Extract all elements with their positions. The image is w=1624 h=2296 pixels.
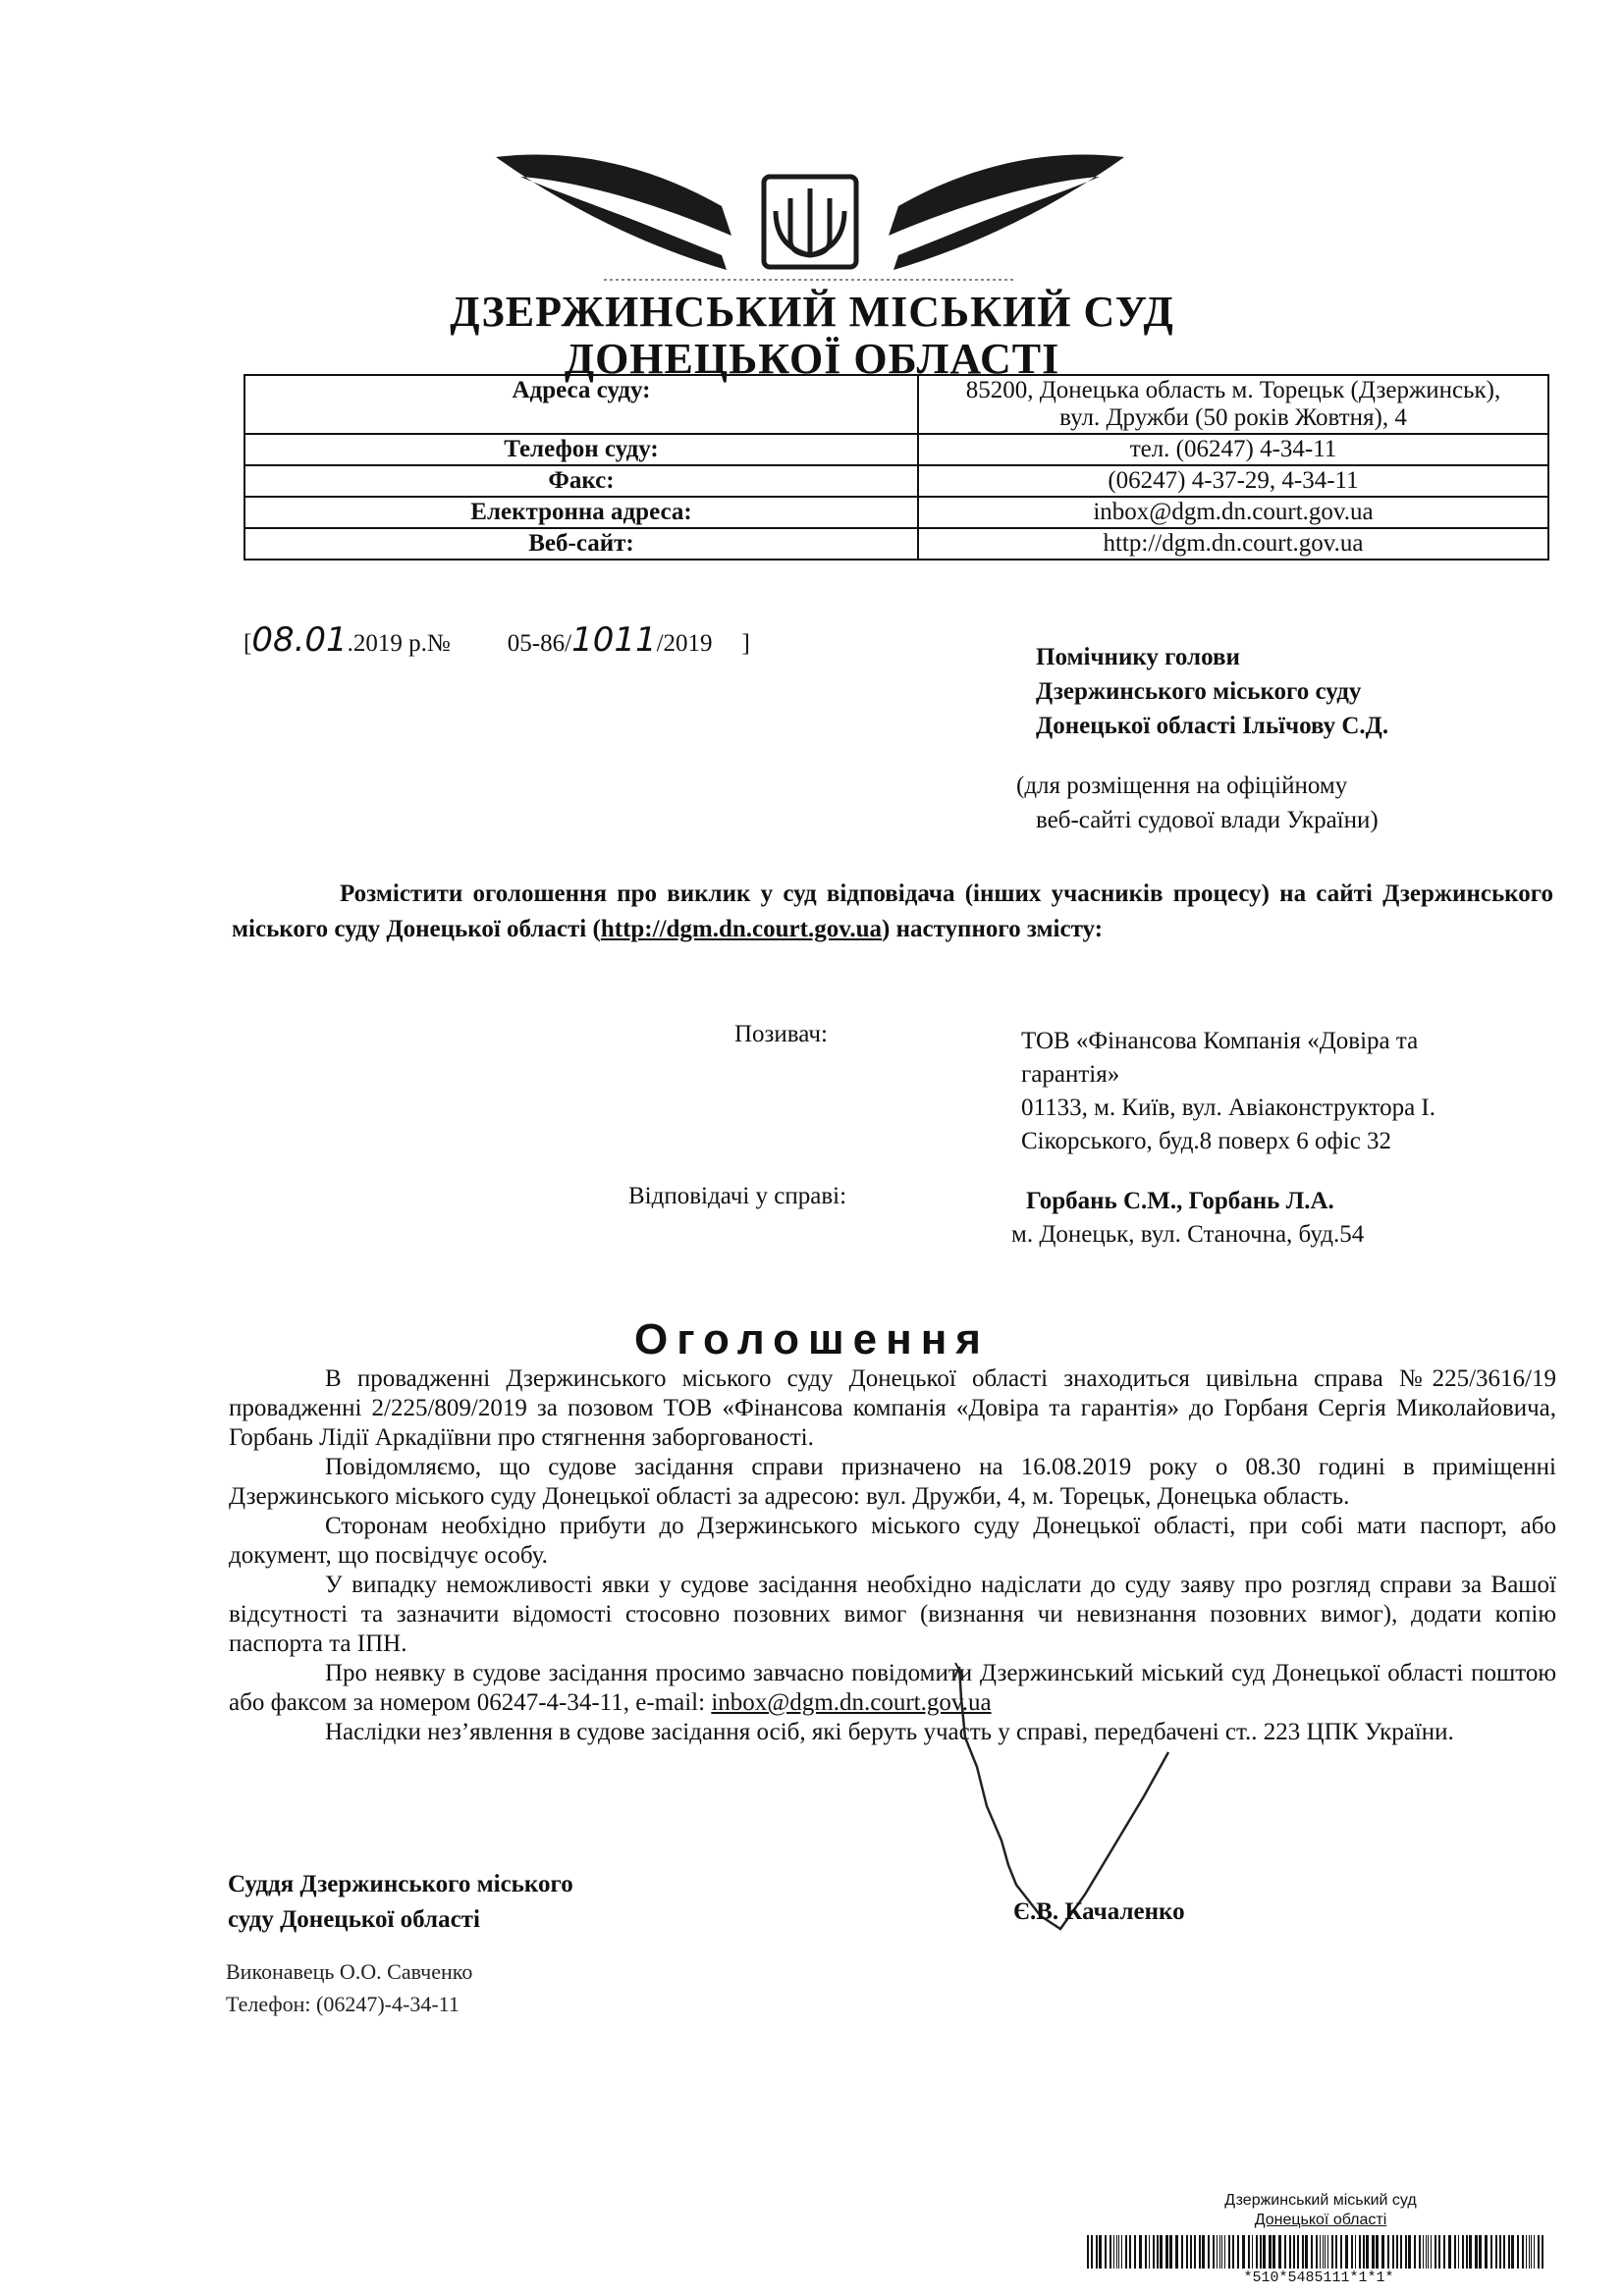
executor-name: Виконавець О.О. Савченко bbox=[226, 1959, 473, 1984]
website-label: Веб-сайт: bbox=[244, 528, 918, 560]
defendants-details bbox=[1011, 1185, 1364, 1252]
announcement-title: Оголошення bbox=[634, 1315, 990, 1363]
defendants-label: Відповідачі у справі: bbox=[628, 1183, 847, 1209]
defendants-address: м. Донецьк, вул. Станочна, буд.54 bbox=[1011, 1221, 1365, 1248]
plaintiff-line3: 01133, м. Київ, вул. Авіаконструктора І. bbox=[1021, 1095, 1436, 1121]
ref-number-handwritten: 1011 bbox=[571, 620, 657, 660]
announcement-paragraph-hearing: Повідомляємо, що судове засідання справи призначено на 16.08.2019 року о 08.30 годині в приміщенні Дзержинського міського суду Донецької області за адресою: вул. Дружби, 4, м. Торецьк, Донецька область. bbox=[229, 1454, 1556, 1510]
ref-number-prefix: 05-86/ bbox=[507, 630, 572, 657]
announcement-paragraph-notice bbox=[229, 1659, 1556, 1718]
ref-number-suffix: /2019 bbox=[656, 630, 713, 657]
barcode-icon bbox=[1087, 2235, 1550, 2269]
announcement-paragraph-attendance: Сторонам необхідно прибути до Дзержинського міського суду Донецької області, при собі мати паспорт, або документ, що посвідчує особу. bbox=[229, 1513, 1556, 1569]
announcement-paragraph-consequences: Наслідки нез’явлення в судове засідання осіб, які беруть участь у справі, передбачені ст.. 223 ЦПК України. bbox=[325, 1719, 1454, 1745]
fax-value: (06247) 4-37-29, 4-34-11 bbox=[918, 465, 1548, 497]
addressee-note-line1: (для розміщення на офіційному bbox=[1016, 773, 1348, 799]
addressee-note bbox=[1016, 769, 1379, 837]
contacts-row-email bbox=[244, 497, 1548, 528]
court-name-line1: ДЗЕРЖИНСЬКИЙ МІСЬКИЙ СУД bbox=[450, 288, 1174, 336]
announcement-paragraph-absence: У випадку неможливості явки у судове засідання необхідно надіслати до суду заяву про розгляд справи за Вашої відсутності та зазначити відомості стосовно позовних вимог (визнання чи невизнання позовних вимог), додати копію паспорта та ІПН. bbox=[229, 1572, 1556, 1657]
judge-title bbox=[228, 1867, 573, 1938]
plaintiff-line2: гарантія» bbox=[1021, 1061, 1120, 1088]
judge-title-line1: Суддя Дзержинського міського bbox=[228, 1871, 573, 1897]
plaintiff-line4: Сікорського, буд.8 поверх 6 офіс 32 bbox=[1021, 1128, 1392, 1154]
addressee-line1: Помічнику голови bbox=[1036, 644, 1240, 670]
stamp-court-line1: Дзержинський міський суд bbox=[1224, 2192, 1417, 2209]
address-value bbox=[918, 375, 1548, 434]
ref-open-bracket: [ bbox=[244, 630, 252, 657]
addressee-block bbox=[1036, 640, 1388, 743]
registration-stamp bbox=[1208, 2191, 1434, 2230]
phone-label: Телефон суду: bbox=[244, 434, 918, 465]
address-label: Адреса суду: bbox=[244, 375, 918, 434]
plaintiff-line1: ТОВ «Фінансова Компанія «Довіра та bbox=[1021, 1028, 1419, 1054]
defendants-names: Горбань С.М., Горбань Л.А. bbox=[1026, 1188, 1334, 1214]
fax-label: Факс: bbox=[244, 465, 918, 497]
stamp-court-line2: Донецької області bbox=[1254, 2212, 1387, 2228]
addressee-line2: Дзержинського міського суду bbox=[1036, 678, 1362, 705]
instruction-text-before: Розмістити оголошення про виклик у суд відповідача (інших учасників процесу) на сайті Дзержинського міського суду Донецької області ( bbox=[232, 881, 1553, 942]
barcode-number: *510*5485111*1*1* bbox=[1243, 2269, 1394, 2286]
ref-date-suffix: .2019 р.№ bbox=[347, 630, 451, 657]
contacts-row-address bbox=[244, 375, 1548, 434]
court-name-line2: ДОНЕЦЬКОЇ ОБЛАСТІ bbox=[564, 335, 1060, 383]
instruction-website-link[interactable]: http://dgm.dn.court.gov.ua bbox=[600, 916, 883, 942]
court-contacts-table bbox=[244, 374, 1549, 561]
instruction-text-after: ) наступного змісту: bbox=[882, 916, 1104, 942]
announcement-paragraph-case: В провадженні Дзержинського міського суду Донецької області знаходиться цивільна справа №225/3616/19 провадженні 2/225/809/2019 за позовом ТОВ «Фінансова компанія «Довіра та гарантія» до Горбаня Сергія Миколайовича, Горбань Лідії Аркадіївни про стягнення заборгованості. bbox=[229, 1365, 1556, 1451]
instruction-paragraph bbox=[232, 877, 1553, 947]
judge-signature bbox=[947, 1659, 1183, 1934]
outgoing-reference bbox=[244, 620, 750, 660]
plaintiff-details bbox=[1021, 1025, 1551, 1158]
email-label: Електронна адреса: bbox=[244, 497, 918, 528]
announcement-body bbox=[229, 1364, 1556, 1747]
addressee-note-line2: веб-сайті судової влади України) bbox=[1036, 807, 1379, 833]
court-emblem-icon bbox=[496, 137, 1124, 285]
judge-title-line2: суду Донецької області bbox=[228, 1906, 480, 1933]
address-value-line1: 85200, Донецька область м. Торецьк (Дзержинськ), bbox=[965, 377, 1501, 403]
address-value-line2: вул. Дружби (50 років Жовтня), 4 bbox=[1059, 404, 1407, 431]
phone-value: тел. (06247) 4-34-11 bbox=[918, 434, 1548, 465]
executor-phone: Телефон: (06247)-4-34-11 bbox=[226, 1992, 460, 2016]
contacts-row-website bbox=[244, 528, 1548, 560]
executor-block bbox=[226, 1955, 472, 2020]
ref-date-handwritten: 08.01 bbox=[251, 620, 348, 660]
notice-text: Про неявку в судове засідання просимо завчасно повідомити Дзержинський міський суд Донецької області поштою або факсом за номером 06247-4-34-11, e-mail: bbox=[229, 1660, 1556, 1716]
plaintiff-label: Позивач: bbox=[734, 1021, 828, 1047]
contacts-row-phone bbox=[244, 434, 1548, 465]
email-value: inbox@dgm.dn.court.gov.ua bbox=[918, 497, 1548, 528]
contacts-row-fax bbox=[244, 465, 1548, 497]
judge-name: Є.В. Качаленко bbox=[1013, 1898, 1185, 1925]
ref-close-bracket: ] bbox=[741, 630, 750, 657]
website-value: http://dgm.dn.court.gov.ua bbox=[918, 528, 1548, 560]
addressee-line3: Донецької області Ільїчову С.Д. bbox=[1036, 713, 1389, 739]
notice-email-link[interactable]: inbox@dgm.dn.court.gov.ua bbox=[711, 1689, 992, 1716]
